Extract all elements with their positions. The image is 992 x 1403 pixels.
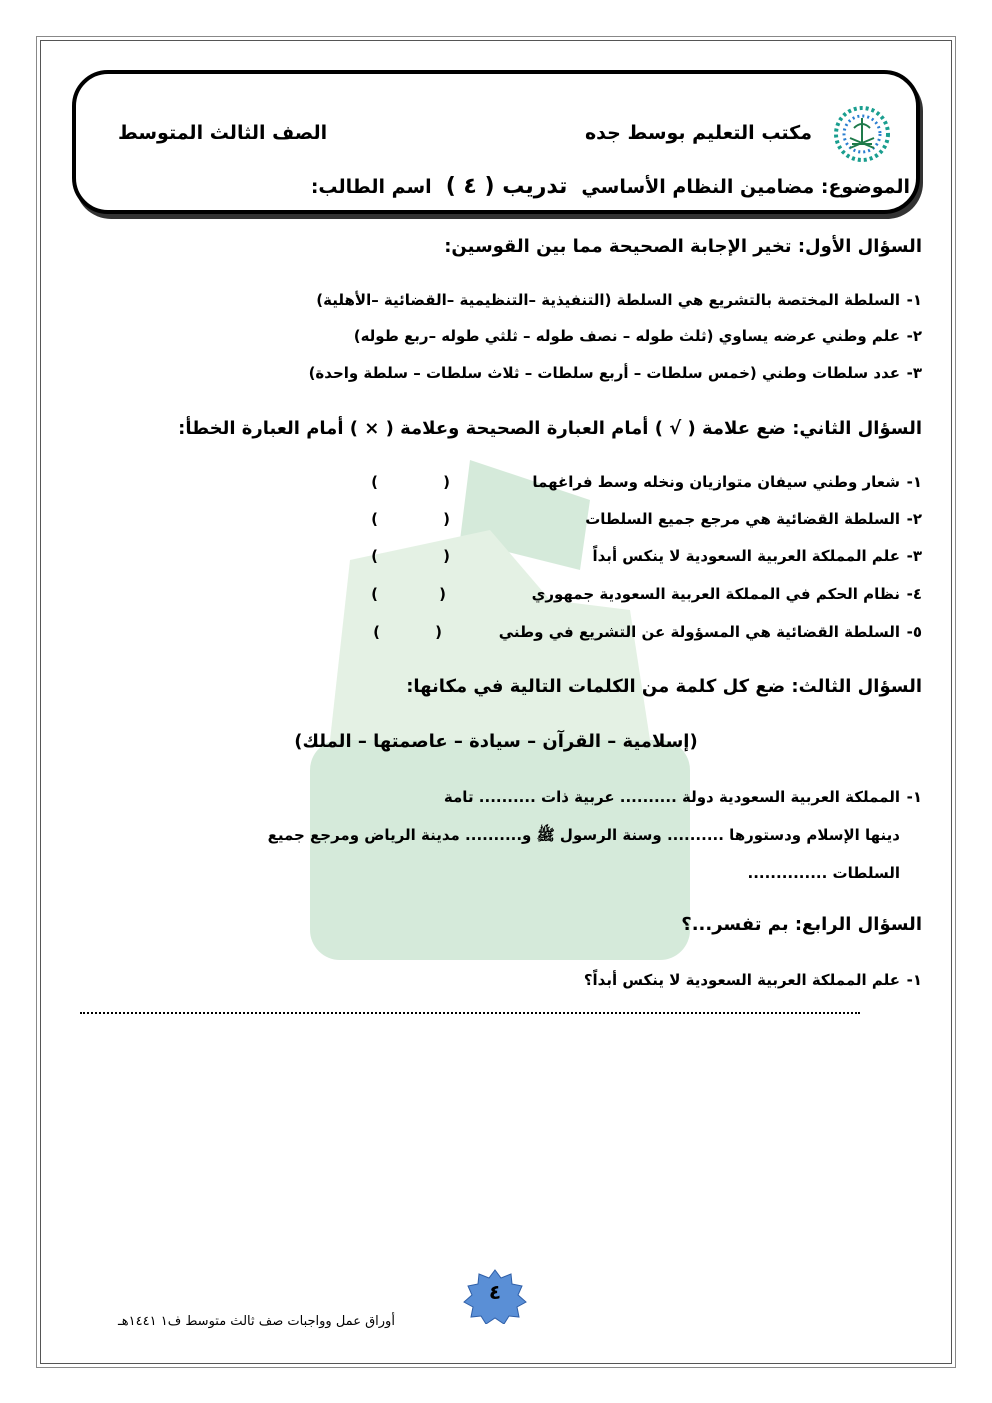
ministry-logo-icon (828, 104, 896, 164)
q1-item-1-num: ١- (906, 291, 922, 309)
q2-item-5: السلطة القضائية هي المسؤولة عن التشريع في وطني (498, 623, 900, 641)
q1-item-1: السلطة المختصة بالتشريع هي السلطة (التنفيذية –التنظيمية –القضائية –الأهلية) (316, 291, 900, 309)
header-row-subject (311, 174, 910, 199)
header-box (72, 70, 920, 214)
q2-item-3-num: ٣- (906, 547, 922, 565)
q1-item-3-num: ٣- (906, 364, 922, 382)
q3-line-1: المملكة العربية السعودية دولة .......... عربية ذات .......... تامة (443, 788, 900, 806)
q4-num: ١- (906, 971, 922, 989)
q2-item-4: نظام الحكم في المملكة العربية السعودية جمهوري (531, 585, 900, 603)
footer-text: أوراق عمل وواجبات صف ثالث متوسط ف١ ١٤٤١هـ (118, 1314, 395, 1329)
q4-item: علم المملكة العربية السعودية لا ينكس أبداً؟ (583, 971, 900, 989)
q2-title: السؤال الثاني: ضع علامة ( √ ) أمام العبارة الصحيحة وعلامة ( × ) أمام العبارة الخطأ: (178, 418, 922, 439)
q2-answer-3-open[interactable]: ( (443, 547, 450, 565)
q2-item-4-num: ٤- (906, 585, 922, 603)
q2-answer-5-open[interactable]: ( (435, 623, 442, 641)
q3-num: ١- (906, 788, 922, 806)
q2-item-3: علم المملكة العربية السعودية لا ينكس أبداً (592, 547, 900, 565)
office-title: مكتب التعليم بوسط جده (584, 122, 812, 144)
q2-answer-5-close[interactable]: ) (373, 623, 380, 641)
q1-item-2: علم وطني عرضه يساوي (ثلث طوله – نصف طوله – ثلثي طوله –ربع طوله) (353, 327, 900, 345)
answer-line[interactable] (80, 1012, 860, 1014)
subject-label: الموضوع: مضامين النظام الأساسي (581, 176, 910, 198)
q2-answer-4-close[interactable]: ) (371, 585, 378, 603)
q1-title: السؤال الأول: تخير الإجابة الصحيحة مما بين القوسين: (444, 236, 922, 257)
q2-answer-1-close[interactable]: ) (371, 473, 378, 491)
q2-answer-4-open[interactable]: ( (439, 585, 446, 603)
q2-item-2-num: ٢- (906, 510, 922, 528)
q2-answer-2-close[interactable]: ) (371, 510, 378, 528)
q2-item-5-num: ٥- (906, 623, 922, 641)
student-name-label: اسم الطالب: (310, 176, 432, 198)
q2-item-1: شعار وطني سيفان متوازيان ونخله وسط فراغهما (532, 473, 900, 491)
grade-title: الصف الثالث المتوسط (118, 122, 328, 144)
q2-item-2: السلطة القضائية هي مرجع جميع السلطات (585, 510, 900, 528)
q2-answer-2-open[interactable]: ( (443, 510, 450, 528)
q3-line-3: السلطات .............. (747, 864, 900, 882)
q3-title: السؤال الثالث: ضع كل كلمة من الكلمات التالية في مكانها: (406, 676, 922, 697)
q3-word-bank: (إسلامية – القرآن – سيادة – عاصمتها – الملك) (294, 731, 698, 752)
q2-item-1-num: ١- (906, 473, 922, 491)
q1-item-2-num: ٢- (906, 327, 922, 345)
page-number: ٤ (488, 1280, 502, 1304)
q3-line-2: دينها الإسلام ودستورها .......... وسنة الرسول ﷺ و.......... مدينة الرياض ومرجع جميع (267, 826, 900, 844)
q2-answer-3-close[interactable]: ) (371, 547, 378, 565)
q2-answer-1-open[interactable]: ( (443, 473, 450, 491)
q1-item-3: عدد سلطات وطني (خمس سلطات – أربع سلطات – ثلاث سلطات – سلطة واحدة) (308, 364, 900, 382)
q4-title: السؤال الرابع: بم تفسر...؟ (681, 914, 922, 935)
training-label: تدريب ( ٤ ) (445, 174, 568, 199)
